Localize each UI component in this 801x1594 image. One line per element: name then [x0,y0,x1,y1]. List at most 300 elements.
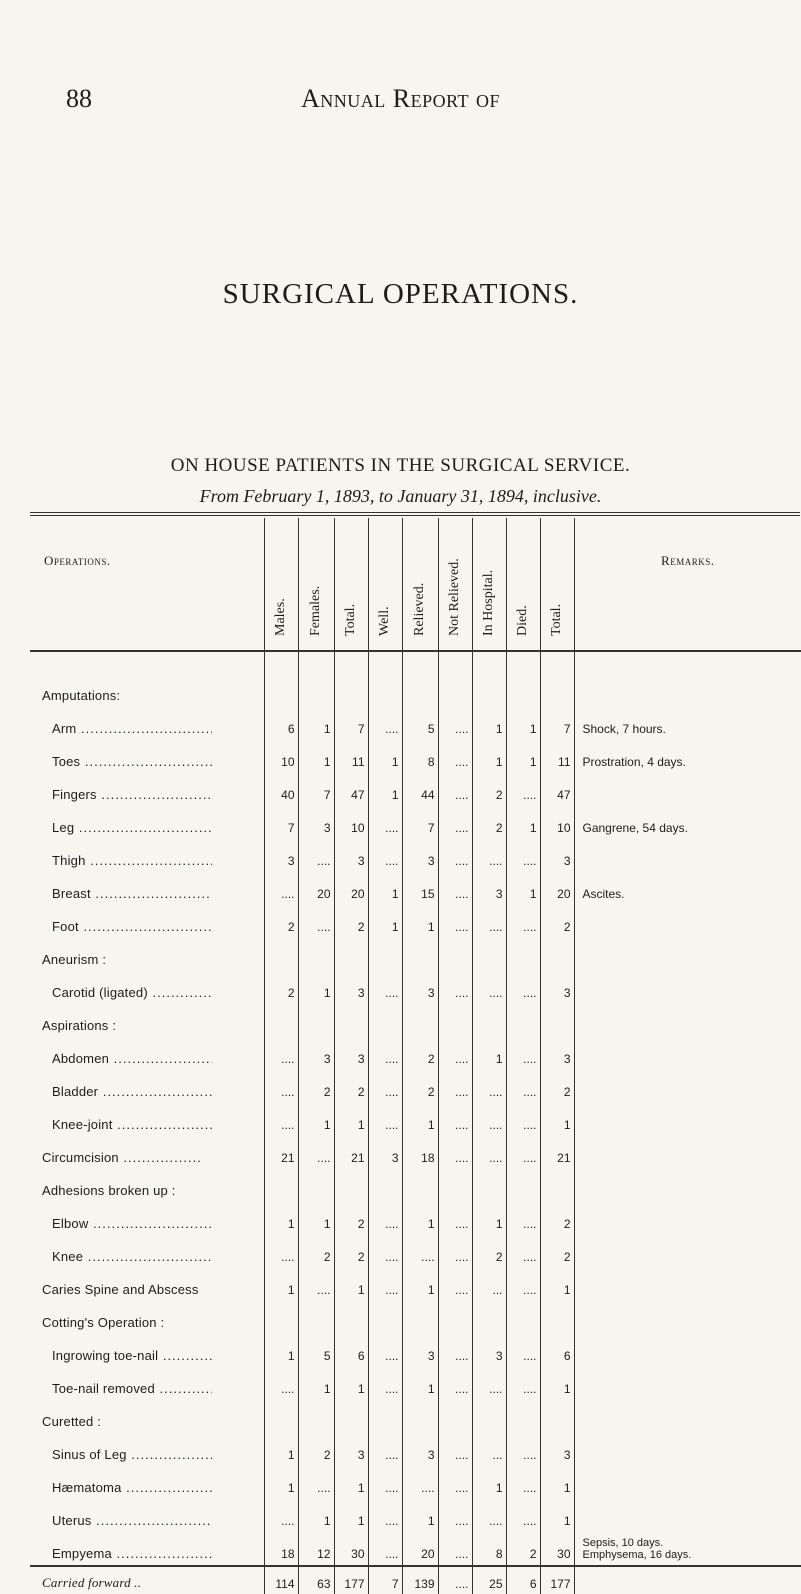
table-cell: 7 [334,707,368,740]
total-cell: 177 [540,1566,574,1594]
operation-label [30,971,264,1004]
operations-table-container [30,518,801,1591]
table-cell: 1 [540,1367,574,1400]
remark-cell [574,1466,801,1499]
table-cell [298,1004,334,1037]
table-cell: 30 [540,1532,574,1566]
table-cell: .... [438,773,472,806]
table-cell: ... [472,1433,506,1466]
table-cell [264,1400,298,1433]
table-row [30,905,801,938]
table-cell [402,1004,438,1037]
table-cell: .... [368,1268,402,1301]
table-cell [402,674,438,707]
operation-text: Curetted : [42,1414,102,1429]
operation-text: Circumcision ..... [42,1150,202,1165]
remark-cell [574,1004,801,1037]
operation-text: Toe-nail removed ..... [52,1381,212,1396]
table-cell: .... [506,905,540,938]
operation-text: Foot ..... [52,919,212,934]
table-cell: 40 [264,773,298,806]
top-rule [30,512,800,513]
table-cell: 2 [402,1070,438,1103]
operation-label [30,1202,264,1235]
operation-text: Aneurism : [42,952,107,967]
table-cell: .... [506,1334,540,1367]
operation-text: Aspirations : [42,1018,117,1033]
table-cell: .... [472,1499,506,1532]
table-cell: .... [368,1466,402,1499]
operation-label [30,740,264,773]
table-cell: 21 [540,1136,574,1169]
column-header-well: Well. [368,518,402,651]
remark-cell [574,1202,801,1235]
remark-cell: Shock, 7 hours. [574,707,801,740]
table-cell: 1 [506,740,540,773]
table-cell: .... [472,971,506,1004]
table-cell: .... [506,839,540,872]
operation-label [30,773,264,806]
table-cell: 3 [334,1433,368,1466]
remark-cell [574,1400,801,1433]
table-cell: .... [368,1367,402,1400]
remark-text: Sepsis, 10 days. [582,1536,664,1549]
table-cell: .... [368,1235,402,1268]
operation-label [30,1235,264,1268]
table-cell [402,938,438,971]
section-row [30,1004,801,1037]
table-cell: 1 [402,1268,438,1301]
table-cell: 7 [264,806,298,839]
table-cell [540,938,574,971]
operation-label [30,1367,264,1400]
table-cell: .... [368,1334,402,1367]
table-cell: .... [506,1136,540,1169]
carried-forward-label: Carried forward .. [30,1566,264,1594]
table-cell: 11 [540,740,574,773]
table-cell [506,938,540,971]
remark-cell [574,1169,801,1202]
table-cell: 1 [264,1466,298,1499]
table-cell [438,1301,472,1334]
table-cell: .... [298,1136,334,1169]
table-cell [506,1301,540,1334]
table-cell: .... [472,1136,506,1169]
table-cell: 20 [402,1532,438,1566]
table-cell: 2 [472,773,506,806]
remark-cell [574,1268,801,1301]
table-row [30,1235,801,1268]
table-cell [472,1004,506,1037]
total-cell: 7 [368,1566,402,1594]
operation-text: Thigh ..... [52,853,212,868]
table-cell: 1 [540,1268,574,1301]
table-cell: 18 [402,1136,438,1169]
table-cell: .... [438,1103,472,1136]
table-cell: 1 [298,1202,334,1235]
table-cell [264,1169,298,1202]
remark-cell [574,674,801,707]
table-cell: 3 [472,872,506,905]
remark-cell [574,905,801,938]
table-cell: 1 [402,1103,438,1136]
table-cell: .... [438,1532,472,1566]
section-label [30,938,264,971]
operation-text: Hæmatoma ..... [52,1480,212,1495]
table-cell: 1 [264,1268,298,1301]
table-cell: .... [438,872,472,905]
table-cell: 1 [472,740,506,773]
table-cell: 1 [472,1466,506,1499]
table-cell [368,674,402,707]
table-cell: .... [438,1499,472,1532]
column-header-total: Total. [334,518,368,651]
table-cell: 1 [506,707,540,740]
table-cell: 1 [334,1367,368,1400]
table-cell: 21 [264,1136,298,1169]
column-header-died: Died. [506,518,540,651]
table-cell: 1 [368,740,402,773]
table-cell: 3 [540,971,574,1004]
operation-text: Uterus ..... [52,1513,212,1528]
table-cell: .... [368,1103,402,1136]
table-cell: 3 [298,806,334,839]
table-cell: 3 [368,1136,402,1169]
column-header-males: Males. [264,518,298,651]
operation-text: Ingrowing toe-nail ..... [52,1348,212,1363]
table-cell [438,1169,472,1202]
total-cell: 63 [298,1566,334,1594]
remark-cell: Prostration, 4 days. [574,740,801,773]
table-cell: .... [506,971,540,1004]
table-cell: 2 [506,1532,540,1566]
table-cell: .... [438,839,472,872]
table-cell: 2 [540,1202,574,1235]
table-cell: 1 [472,1037,506,1070]
table-cell: .... [402,1235,438,1268]
table-cell [298,938,334,971]
table-row [30,1268,801,1301]
table-cell: 3 [540,1037,574,1070]
table-cell: 3 [334,971,368,1004]
table-cell [298,674,334,707]
table-cell: 1 [368,773,402,806]
table-cell: 44 [402,773,438,806]
table-cell: .... [438,707,472,740]
remark-cell [574,1235,801,1268]
table-cell: 10 [264,740,298,773]
table-cell: .... [368,707,402,740]
table-cell: .... [472,905,506,938]
table-cell: .... [438,905,472,938]
table-cell: .... [368,1037,402,1070]
column-header-remarks: Remarks. [574,518,801,651]
table-cell: .... [264,1103,298,1136]
operation-label [30,1136,264,1169]
operation-text: Empyema ..... [52,1546,212,1561]
operation-label [30,806,264,839]
table-cell: 1 [402,905,438,938]
table-cell: 7 [540,707,574,740]
table-cell [334,938,368,971]
table-cell: 2 [540,1235,574,1268]
total-cell: .... [438,1566,472,1594]
remark-cell [574,1499,801,1532]
table-cell: 47 [334,773,368,806]
table-cell [264,674,298,707]
table-cell: 18 [264,1532,298,1566]
table-cell: .... [264,1367,298,1400]
remark-cell: Ascites. [574,872,801,905]
section-row [30,1400,801,1433]
table-cell [334,1169,368,1202]
table-cell: 3 [540,1433,574,1466]
table-cell: 1 [472,1202,506,1235]
table-cell: .... [368,1433,402,1466]
table-cell: 5 [298,1334,334,1367]
table-cell: .... [298,1268,334,1301]
page-title: SURGICAL OPERATIONS. [222,278,579,310]
column-header-operations: Operations. [30,518,264,651]
table-row [30,872,801,905]
section-label [30,1169,264,1202]
table-cell [438,1004,472,1037]
table-cell: .... [368,971,402,1004]
table-cell: 2 [298,1070,334,1103]
table-cell: .... [506,1466,540,1499]
table-row [30,740,801,773]
table-cell: 5 [402,707,438,740]
table-row [30,1466,801,1499]
table-row [30,1070,801,1103]
table-cell: 1 [298,971,334,1004]
operation-label [30,1433,264,1466]
column-header-females: Females. [298,518,334,651]
table-cell: .... [438,1268,472,1301]
table-cell [334,674,368,707]
table-row [30,707,801,740]
spacer-row [30,651,801,674]
date-range: From February 1, 1893, to January 31, 1894, inclusive. [199,486,602,506]
table-cell: 1 [298,707,334,740]
table-cell: .... [472,1367,506,1400]
table-cell: .... [264,872,298,905]
table-cell [540,674,574,707]
table-cell [472,1301,506,1334]
remark-cell [574,1334,801,1367]
table-cell [334,1301,368,1334]
operation-label [30,1268,264,1301]
table-cell: 2 [264,905,298,938]
column-header-relieved: Relieved. [402,518,438,651]
table-cell: 6 [264,707,298,740]
table-cell: .... [506,773,540,806]
remark-cell: Gangrene, 54 days. [574,806,801,839]
table-cell [298,1169,334,1202]
table-cell: .... [368,1070,402,1103]
table-cell: 2 [540,905,574,938]
table-cell: 10 [540,806,574,839]
table-cell: 1 [368,905,402,938]
table-cell: 3 [334,839,368,872]
operation-label [30,1103,264,1136]
table-cell: 2 [334,1070,368,1103]
table-cell: 2 [334,1235,368,1268]
operation-label [30,1499,264,1532]
table-cell: .... [438,1037,472,1070]
operation-label [30,1532,264,1566]
operation-text: Breast ..... [52,886,212,901]
table-cell [334,1004,368,1037]
table-cell [368,1400,402,1433]
operation-label [30,905,264,938]
table-cell [472,1400,506,1433]
table-cell: .... [506,1433,540,1466]
table-cell: .... [472,1070,506,1103]
remark-cell [574,1367,801,1400]
table-cell: .... [368,806,402,839]
table-cell: .... [368,839,402,872]
operation-label [30,872,264,905]
table-cell [264,938,298,971]
table-row [30,1103,801,1136]
table-cell: .... [298,905,334,938]
table-cell: .... [506,1499,540,1532]
table-cell [506,1400,540,1433]
table-cell: 6 [334,1334,368,1367]
table-cell [334,1400,368,1433]
operation-text: Caries Spine and Abscess [42,1282,199,1297]
table-cell [472,1169,506,1202]
table-cell: 20 [540,872,574,905]
total-cell: 139 [402,1566,438,1594]
table-row [30,1499,801,1532]
running-head: Annual Report of [300,84,501,113]
table-cell: .... [298,839,334,872]
table-row [30,806,801,839]
total-cell: 114 [264,1566,298,1594]
table-cell: 2 [402,1037,438,1070]
table-cell [402,1301,438,1334]
operation-text: Sinus of Leg ..... [52,1447,212,1462]
table-cell: 3 [540,839,574,872]
table-cell [540,1400,574,1433]
table-cell [472,938,506,971]
table-row [30,773,801,806]
table-cell: 2 [540,1070,574,1103]
table-cell [472,674,506,707]
table-cell: .... [368,1532,402,1566]
operation-text: Fingers ..... [52,787,212,802]
table-cell: 1 [402,1367,438,1400]
table-cell: 7 [402,806,438,839]
operation-text: Knee-joint ..... [52,1117,212,1132]
table-cell [368,938,402,971]
remark-cell [574,1532,801,1566]
total-cell: 6 [506,1566,540,1594]
table-cell: 3 [472,1334,506,1367]
operation-text: Bladder ..... [52,1084,212,1099]
table-cell [438,674,472,707]
table-row [30,1136,801,1169]
table-header-row [30,518,801,651]
table-cell: .... [368,1202,402,1235]
table-cell: 1 [298,1367,334,1400]
table-row [30,839,801,872]
table-cell: .... [438,971,472,1004]
table-cell: 1 [402,1499,438,1532]
table-cell: .... [438,1367,472,1400]
operation-text: Arm ..... [52,721,212,736]
table-cell: .... [506,1202,540,1235]
table-cell: 8 [402,740,438,773]
table-cell: 3 [402,971,438,1004]
table-cell: .... [438,806,472,839]
table-cell: 1 [298,1103,334,1136]
top-rule-double [30,515,800,516]
section-row [30,1169,801,1202]
section-label [30,674,264,707]
table-cell: .... [438,1070,472,1103]
remark-cell [574,773,801,806]
table-cell: .... [438,1136,472,1169]
section-label [30,1400,264,1433]
remark-group [583,1537,692,1561]
table-cell: .... [506,1103,540,1136]
table-cell: 2 [264,971,298,1004]
table-cell [506,674,540,707]
remark-cell [574,971,801,1004]
table-cell: .... [298,1466,334,1499]
remark-cell [574,1433,801,1466]
table-cell [264,1301,298,1334]
table-cell: 2 [472,1235,506,1268]
table-cell: 1 [506,806,540,839]
table-cell: 1 [368,872,402,905]
table-cell: 3 [402,1433,438,1466]
table-cell: 2 [334,905,368,938]
table-cell: .... [506,1235,540,1268]
table-cell [438,938,472,971]
operation-text: Adhesions broken up : [42,1183,176,1198]
total-cell: 25 [472,1566,506,1594]
table-cell [540,1301,574,1334]
table-cell: 1 [540,1103,574,1136]
table-cell: ... [472,1268,506,1301]
table-cell [438,1400,472,1433]
operation-text: Carotid (ligated) ..... [52,985,212,1000]
remark-cell [574,1103,801,1136]
table-cell: .... [438,740,472,773]
section-row [30,938,801,971]
table-row [30,971,801,1004]
table-cell: .... [506,1037,540,1070]
operation-label [30,1037,264,1070]
remark-cell [574,1070,801,1103]
remark-cell [574,938,801,971]
operation-label [30,1070,264,1103]
table-cell: 30 [334,1532,368,1566]
section-label [30,1301,264,1334]
table-cell: .... [438,1466,472,1499]
table-cell: 3 [402,1334,438,1367]
table-cell [368,1004,402,1037]
table-cell [298,1400,334,1433]
table-cell: .... [264,1499,298,1532]
section-row [30,1301,801,1334]
remark-cell [574,839,801,872]
table-cell: 10 [334,806,368,839]
